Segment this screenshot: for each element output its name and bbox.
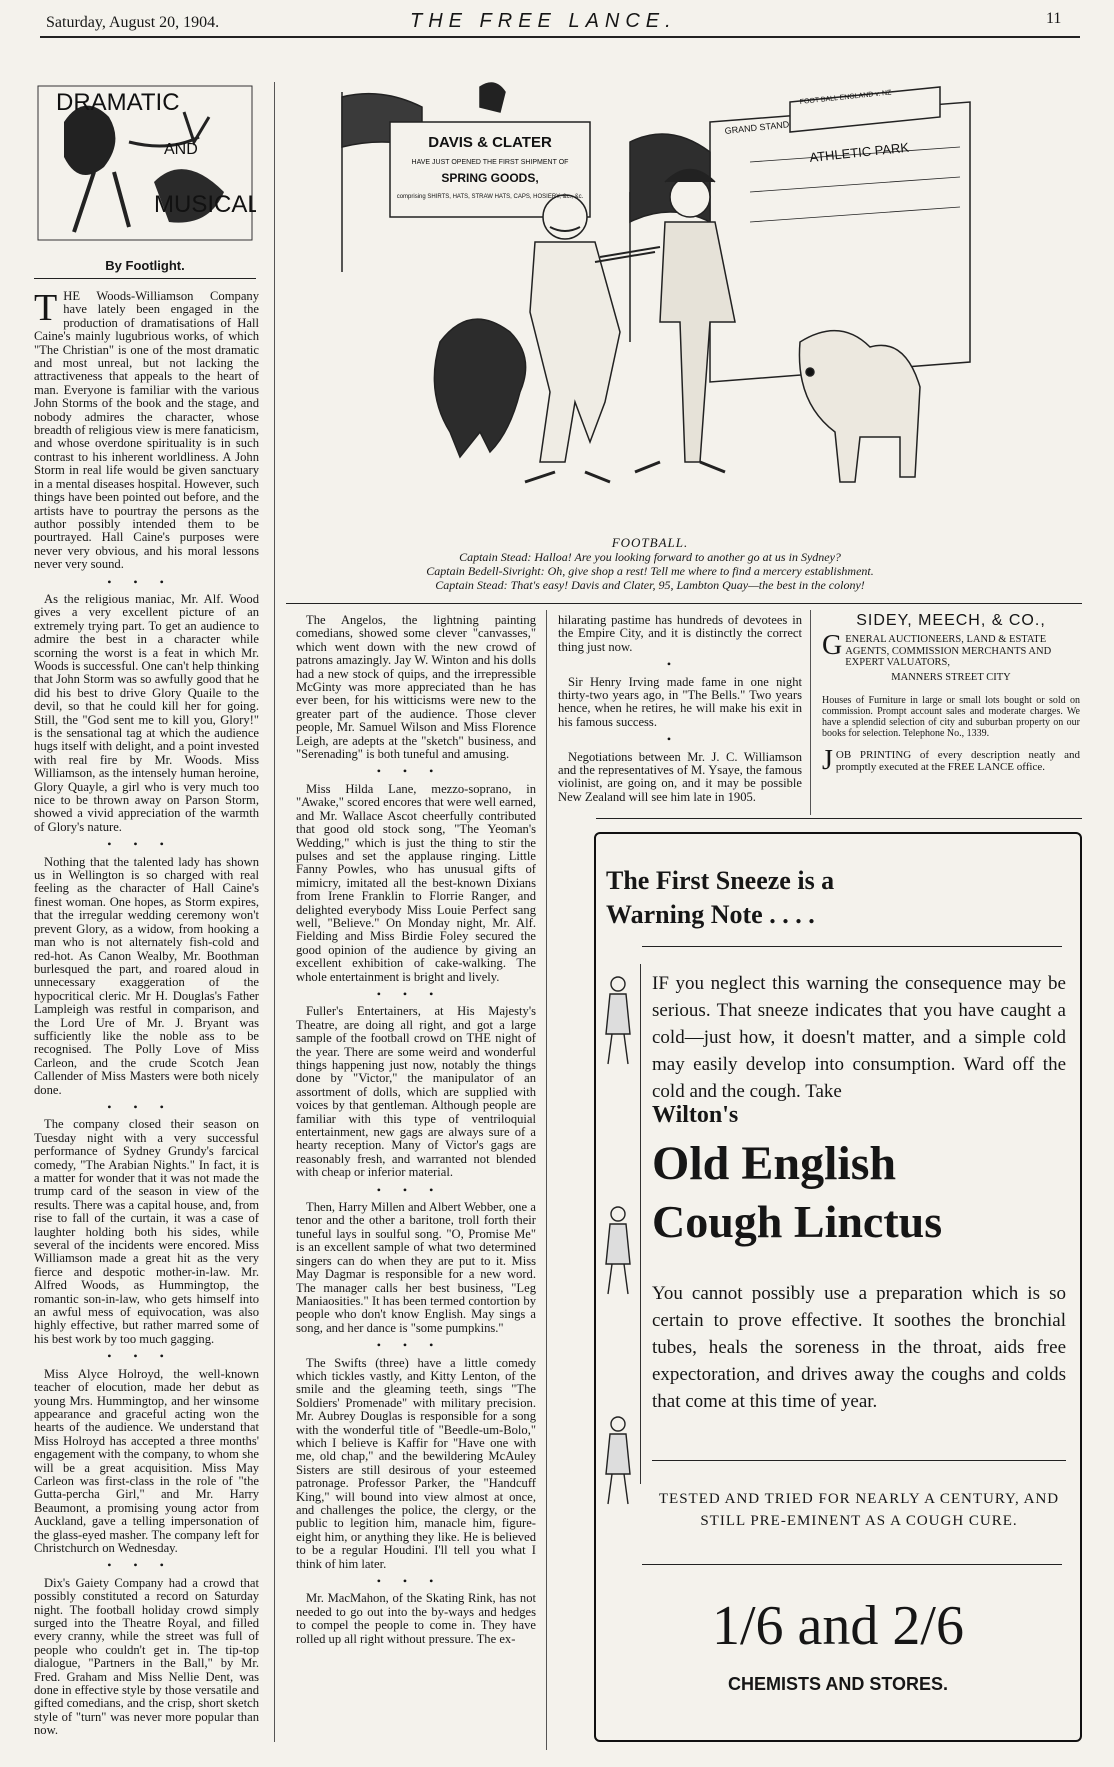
dropcap-t: T — [34, 287, 58, 329]
column-2-text — [296, 614, 536, 1650]
col2-paragraph-6: Mr. MacMahon, of the Skating Rink, has not needed to go out into the by-ways and hedges to compel the people to come in. They have rolled up all right without pressure. The ex- — [296, 1591, 536, 1646]
sidey-title: SIDEY, MEECH, & CO., — [856, 612, 1046, 629]
masthead-title: THE FREE LANCE. — [410, 10, 677, 32]
figures-divider — [640, 964, 641, 1484]
col1-paragraph-3: Nothing that the talented lady has shown us in Wellington is so charged with real feeling as the character of Hall Caine's finest woman. One hopes, as Storm expires, that the irregular wedding ceremony won't prevent Glory, as a widow, from hooking a man who is not alternately fish-cold and red-hot. As Canon Wealby, Mr. Boothman burlesqued the part, and roared aloud in unnecessary exaggeration of the hypocritical cleric. Mr H. Douglas's Father Lampleigh was restful in comparison, and the Lord Ure of Mr. J. Bryant was sufficiently like the noble ass to be recognised. The Polly Love of Miss Carleon, and the crude Scotch Jean Callender of Miss Masters were both nicely done. — [34, 854, 259, 1097]
logo-word-musical: MUSICAL — [154, 191, 256, 218]
col1-paragraph-2: As the religious maniac, Mr. Alf. Wood gives a very excellent picture of an extremely trying part. To get an audience to admire the best in a character while scorning the worst is a feat in which Mr. Woods is successful. One can't help thinking that John Storm was so awfully good that he did his best to drive Glory Quaile to the devil, so that he could kill her for going. Still, the "God sent me to kill you, Glory!" is the sensational tag at which the audience hugs itself with delight, and a point invested with real fire by Mr. Woods. Miss Williamson, as the intensely human heroine, Glory Quayle, a girl who is very much too nice to be thrown away on Parson Storm, showed a vivid appreciation of the warmth of Glory's nature. — [34, 591, 259, 834]
banner-line-2: SPRING GOODS, — [441, 171, 539, 185]
cartoon-caption-line-1: Captain Stead: Halloa! Are you looking forward to another go at us in Sydney? — [459, 550, 841, 564]
wilton-product-1: Old English — [652, 1137, 897, 1190]
wilton-price: 1/6 and 2/6 — [712, 1595, 964, 1657]
col1-paragraph-4: The company closed their season on Tuesday night with a very successful performance of Sydney Grundy's farcical comedy, "The Arabian Nights." In fact, it is a matter for wonder that it was not made the trump card of the season in view of the results. There was a capital house, and, from rise to fall of the curtain, it was a case of laughter holding both his sides, while several of the incidents were encored. Miss Williamson made a great hit as the very fierce and despotic mother-in-law. Mr. Alfred Woods, as Hummingtop, the romantic son-in-law, who gets himself into an awful mess of equivocation, was also highly effective, but rather marred some of his best work by too much gagging. — [34, 1117, 259, 1346]
page-number: 11 — [1046, 10, 1062, 27]
section-separator: ••• — [376, 764, 456, 779]
logo-word-and: AND — [164, 141, 198, 158]
cartoon-title: FOOTBALL. — [611, 535, 689, 550]
byline-rule — [34, 278, 256, 279]
issue-date: Saturday, August 20, 1904. — [46, 14, 220, 31]
sign-grand-stand: GRAND STAND — [724, 119, 790, 136]
football-cartoon — [330, 82, 980, 532]
col3-paragraph-2: Sir Henry Irving made fame in one night thirty-two years ago, in "The Bells." Two years hence, when he retires, he will make his exit in his famous success. — [558, 674, 802, 729]
col1-paragraph-6: Dix's Gaiety Company had a crowd that possibly constituted a record on Saturday night. The football holiday crowd simply surged into the Theatre Royal, and filled every cranny, while the street was full of people who couldn't get in. The tip-top dialogue, "Partners in the Ball," by Mr. Fred. Graham and Miss Nellie Dent, was done in effective style by those versatile and gifted comedians, and the crisp, short sketch style of "turn" was never more popular than now. — [34, 1575, 259, 1738]
wilton-advert — [594, 832, 1082, 1742]
col2-paragraph-1: The Angelos, the lightning painting comedians, showed some clever "canvasses," which went down with the new crowd of patrons amazingly. Jay W. Winton and his dolls had a new stock of quips, and the irrepressible McGinty was more appreciated than he has ever been, for his witticisms were new to the greater part of the audience. Those clever people, Mr. Samuel Wilson and Miss Florence Leigh, are adepts at the "sketch" business, and "Serenading" is both tuneful and amusing. — [296, 613, 536, 762]
sidey-address: MANNERS STREET CITY — [891, 671, 1011, 683]
job-printing-text: OB PRINTING of every description neatly and promptly executed at the FREE LANCE office. — [835, 748, 1080, 773]
section-separator: ••• — [107, 1558, 186, 1573]
header-rule — [40, 36, 1080, 38]
sign-athletic-park: ATHLETIC PARK — [808, 139, 910, 165]
column-divider-1 — [274, 82, 275, 1742]
section-separator: ••• — [107, 837, 186, 852]
cartoon-caption-line-3: Captain Stead: That's easy! Davis and Clater, 95, Lambton Quay—the best in the colony! — [435, 578, 865, 592]
section-separator: • — [666, 657, 694, 672]
section-separator: • — [666, 732, 694, 747]
col2-paragraph-3: Fuller's Entertainers, at His Majesty's Theatre, are doing all right, and got a large sample of the football crowd on THE night of the year. There are some weird and wonderful things happening just now, notably the things done by "Victor," the manipulator of an assortment of dolls, which are supplied with voices by that gentleman. Although people are familiar with this type of ventriloquial entertainment, new gags are always sure of a hearty reception. Many of Victor's gags are reasonably fresh, and warranted not blended with cheap or inferior material. — [296, 1004, 536, 1180]
cartoon-caption-line-2: Captain Bedell-Sivright: Oh, give shop a rest! Tell me where to find a mercery establishment. — [426, 564, 874, 578]
col1-paragraph-1: HE Woods-Williamson Company have lately been engaged in the production of dramatisations of Hall Caine's mainly lugubrious works, of which "The Christian" is one of the most dramatic and most unreal, but not lacking the attractiveness that appeals to the heart of man. Everyone is familiar with the various John Storms of the book and the stage, and nobody admires the character, whose breadth of religious view is mere fanaticism, and whose overdone spirituality is in such contrast to his inherent worldliness. A John Storm in real life would be given sanctuary in a mental diseases hospital. However, such things have been pointed out before, and the artists have to pourtray the persons as the author possibly intended them to be pourtrayed. Hall Caine's purposes were never very obvious, and his moral lessons never very sound. — [34, 289, 259, 572]
wilton-brand: Wilton's — [652, 1102, 739, 1128]
col3-paragraph-1: hilarating pastime has hundreds of devotees in the Empire City, and it is distinctly the correct thing just now. — [558, 613, 802, 654]
ads-top-rule — [596, 818, 1082, 819]
wilton-body-1: IF you neglect this warning the consequence may be serious. That sneeze indicates that you have caught a cold—just how, it doesn't matter, and a simple cold may easily develop into consumption. Ward off the cold and the cough. Take — [652, 973, 1066, 1102]
wilton-product-2: Cough Linctus — [652, 1196, 943, 1247]
column-1-text — [34, 287, 259, 1742]
wilton-tested-line: TESTED AND TRIED FOR NEARLY A CENTURY, AND STILL PRE-EMINENT AS A COUGH CURE. — [658, 1491, 1060, 1529]
section-separator: ••• — [376, 1574, 456, 1589]
banner-line-1: HAVE JUST OPENED THE FIRST SHIPMENT OF — [411, 159, 569, 166]
cartoon-illustration — [330, 82, 980, 532]
section-separator: ••• — [107, 1349, 186, 1364]
col1-paragraph-5: Miss Alyce Holroyd, the well-known teacher of elocution, made her debut as young Mrs. Hummingtop, and her winsome appearance and graceful acting won the hearts of the audience. We understand that Miss Holroyd has accepted a three months' engagement with the company, to whom she will be a great acquisition. Miss May Carleon was first-class in the role of "the Gutta-percha Girl," and Mr. Harry Beaumont, a promising young actor from Auckland, gave a telling impersonation of the glass-eyed masher. The company left for Christchurch on Wednesday. — [34, 1366, 259, 1555]
wilton-body-2: You cannot possibly use a preparation which is so certain to prove effective. It soothes the bronchial tubes, heals the soreness in the throat, aids free expectoration, and drives away the coughs and colds that come at this time of year. — [652, 1283, 1066, 1412]
dramatic-musical-logo-illustration — [34, 82, 256, 244]
doctor-figures-illustration — [596, 964, 640, 1704]
column-logo — [34, 82, 256, 244]
sign-match: FOOT BALL ENGLAND v. NZ — [799, 89, 892, 106]
cartoon-bottom-rule — [286, 603, 1082, 604]
wilton-mid-rule — [652, 1460, 1066, 1461]
section-separator: ••• — [376, 1338, 456, 1353]
cartoon-caption — [300, 536, 1000, 592]
sidey-dropcap: G — [822, 630, 843, 661]
sidey-body: Houses of Furniture in large or small lots bought or sold on commission. Prompt account sales and moderate charges. We have a splendid selection of city and suburban property on our books for selection. Telephone No., 1339. — [822, 694, 1080, 739]
job-printing-dropcap: J — [822, 744, 833, 776]
col2-paragraph-5: The Swifts (three) have a little comedy which tickles vastly, and Kitty Lenton, of the smile and the gleaming teeth, sings "The Soldiers' Promenade" with military precision. Mr. Aubrey Douglas is responsible for a song with the wonderful title of "Beedle-um-Bolo," which I believe is Kaffir for "Have one with me, old chap," and the bewildering McAuley Sisters are still desirous of your esteemed patronage. Professor Parker, the "Handcuff King," will bound into view almost at once, and challenges the police, the clergy, or the public to legition him, manacle him, figure-eight him, or anything they like. He is believed to be a regular Houdini. I'll tell you what I think of him later. — [296, 1355, 536, 1571]
column-3-text — [558, 614, 802, 808]
col3-paragraph-3: Negotiations between Mr. J. C. Williamson and the representatives of M. Ysaye, the famous violinist, are going on, and it may be possible New Zealand will see him late in 1905. — [558, 749, 802, 804]
column-divider-3 — [810, 610, 811, 815]
banner-company: DAVIS & CLATER — [428, 134, 552, 151]
banner-line-3: comprising SHIRTS, HATS, STRAW HATS, CAPS, HOSIERY, &c., &c. — [396, 194, 584, 200]
section-separator: ••• — [376, 986, 456, 1001]
column-byline: By Footlight. — [105, 258, 185, 273]
wilton-stores: CHEMISTS AND STORES. — [727, 1674, 949, 1694]
sidey-line-1: ENERAL AUCTIONEERS, LAND & ESTATE AGENTS, COMMISSION MERCHANTS AND EXPERT VALUATORS, — [845, 634, 1052, 668]
col2-paragraph-2: Miss Hilda Lane, mezzo-soprano, in "Awake," scored encores that were well earned, and Mr. Wallace Ascot cheerfully contributed that good old stock song, "The Yeoman's Wedding," which is just the thing to stir the pulses and set the applause ringing. Little Fanny Powles, who has unusual gifts of mimicry, imitated all the best-known Dixians from Irene Franklin to Florrie Ranger, and delighted everybody Miss Louie Perfect sang well, "Believe." On Monday night, Mr. Alf. Fielding and Miss Birdie Foley secured the good opinion of the audience by giving an excellent exhibition of cake-walking. The whole entertainment is bright and lively. — [296, 781, 536, 984]
col2-paragraph-4: Then, Harry Millen and Albert Webber, one a tenor and the other a baritone, troll forth their tuneful lays in soulful song. "O, Promise Me" is an excellent sample of what two determined singers can do when they are put to it. Miss May Dagmar is responsible for a new word. The manager calls her best business, "Leg Maniaosities." It has been termed contortion by people who don't know English. May sings a song, and her dance is "some pumpkins." — [296, 1200, 536, 1335]
sidey-meech-advert — [822, 612, 1080, 774]
section-separator: ••• — [376, 1182, 456, 1197]
logo-word-dramatic: DRAMATIC — [56, 89, 180, 116]
wilton-price-rule — [642, 1564, 1062, 1565]
wilton-headline: The First Sneeze is a Warning Note . . . . — [606, 866, 835, 929]
column-divider-2 — [546, 610, 547, 1750]
section-separator: ••• — [107, 574, 186, 589]
wilton-headline-rule — [642, 946, 1062, 947]
section-separator: ••• — [107, 1099, 186, 1114]
